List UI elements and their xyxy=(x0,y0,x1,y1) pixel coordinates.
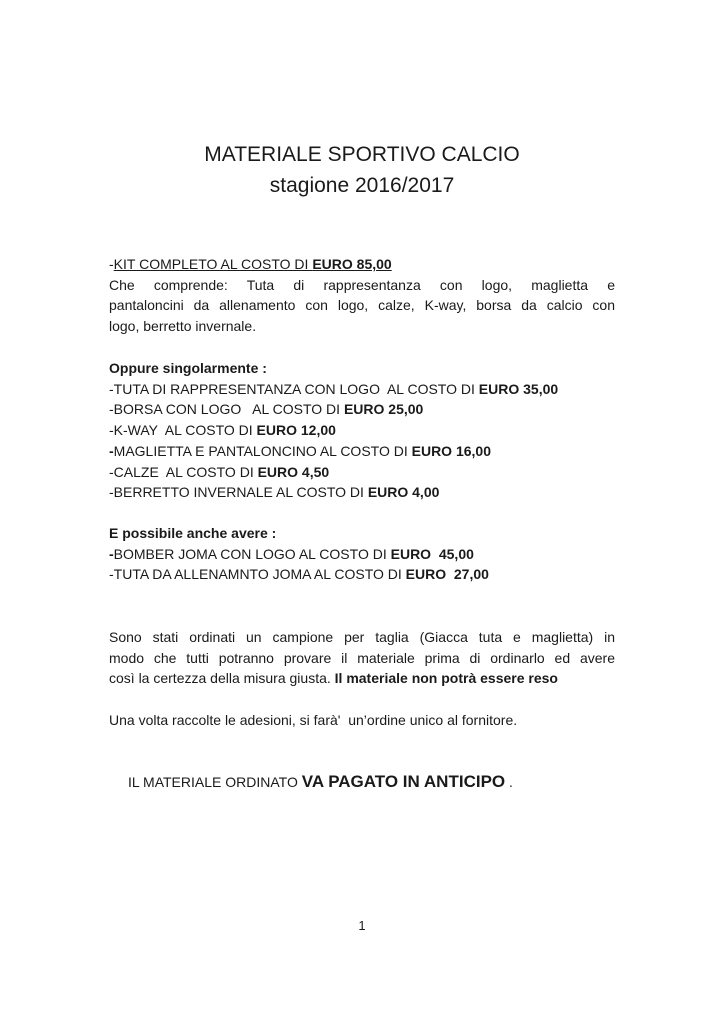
item-label: -BORSA CON LOGO AL COSTO DI xyxy=(109,401,344,418)
kit-price: EURO 85,00 xyxy=(312,256,392,272)
note-line1: Sono stati ordinati un campione per taglia (Giacca tuta e maglietta) in xyxy=(109,629,615,645)
item-price: EURO 27,00 xyxy=(405,566,489,583)
list-item xyxy=(109,399,615,420)
item-price: EURO 4,00 xyxy=(367,484,440,501)
document-subtitle: stagione 2016/2017 xyxy=(269,174,455,197)
payment-notice-tail: . xyxy=(505,774,513,790)
item-price: EURO 16,00 xyxy=(411,442,491,459)
item-price: EURO 35,00 xyxy=(478,380,559,397)
document-title: MATERIALE SPORTIVO CALCIO xyxy=(204,143,520,166)
kit-description-line1: Che comprende: Tuta di rappresentanza con logo, maglietta e xyxy=(109,276,615,293)
item-price: EURO 12,00 xyxy=(256,422,336,439)
list-item xyxy=(109,462,615,483)
item-label: -TUTA DI RAPPRESENTANZA CON LOGO AL COSTO DI xyxy=(109,380,479,397)
note-line2: modo che tutti potranno provare il materiale prima di ordinarlo ed avere xyxy=(109,649,615,666)
payment-notice xyxy=(128,772,513,792)
item-label: BOMBER JOMA CON LOGO AL COSTO DI xyxy=(113,545,391,562)
list-item xyxy=(109,379,615,400)
note-line3-text: così la certezza della misura giusta. xyxy=(109,670,335,687)
item-label: -BERRETTO INVERNALE AL COSTO DI xyxy=(109,484,368,501)
kit-description-line3: logo, berretto invernale. xyxy=(109,318,257,335)
kit-description-line2: pantaloncini da allenamento con logo, calze, K-way, borsa da calcio con xyxy=(109,297,615,314)
item-label: -TUTA DA ALLENAMNTO JOMA AL COSTO DI xyxy=(109,566,406,583)
item-price: EURO 25,00 xyxy=(343,401,424,418)
item-dash: - xyxy=(109,442,114,459)
order-note xyxy=(109,710,615,731)
list-item xyxy=(109,420,615,441)
item-label: MAGLIETTA E PANTALONCINO AL COSTO DI xyxy=(113,442,412,459)
kit-line xyxy=(109,254,615,275)
item-dash: - xyxy=(109,545,114,562)
payment-notice-text: IL MATERIALE ORDINATO xyxy=(128,774,302,790)
payment-in-advance: VA PAGATO IN ANTICIPO xyxy=(301,772,506,791)
item-price: EURO 4,50 xyxy=(257,463,330,480)
order-note-text: Una volta raccolte le adesioni, si farà' un’ordine unico al fornitore. xyxy=(109,712,518,728)
list-item xyxy=(109,544,615,565)
kit-label: KIT COMPLETO AL COSTO DI xyxy=(113,256,313,272)
list-item xyxy=(109,441,615,462)
page-number: 1 xyxy=(358,918,366,933)
singles-heading: Oppure singolarmente : xyxy=(109,360,267,376)
list-item xyxy=(109,482,615,503)
note-line3 xyxy=(109,668,615,689)
item-label: -CALZE AL COSTO DI xyxy=(109,463,258,480)
item-label: -K-WAY AL COSTO DI xyxy=(109,422,257,439)
extra-section xyxy=(109,523,615,585)
kit-dash: - xyxy=(109,256,114,272)
note-paragraph xyxy=(109,627,615,689)
extra-heading: E possibile anche avere : xyxy=(109,525,277,541)
singles-section xyxy=(109,358,615,503)
item-price: EURO 45,00 xyxy=(390,545,474,562)
no-return-notice: Il materiale non potrà essere reso xyxy=(334,670,558,687)
kit-section xyxy=(109,254,615,337)
list-item xyxy=(109,564,615,585)
